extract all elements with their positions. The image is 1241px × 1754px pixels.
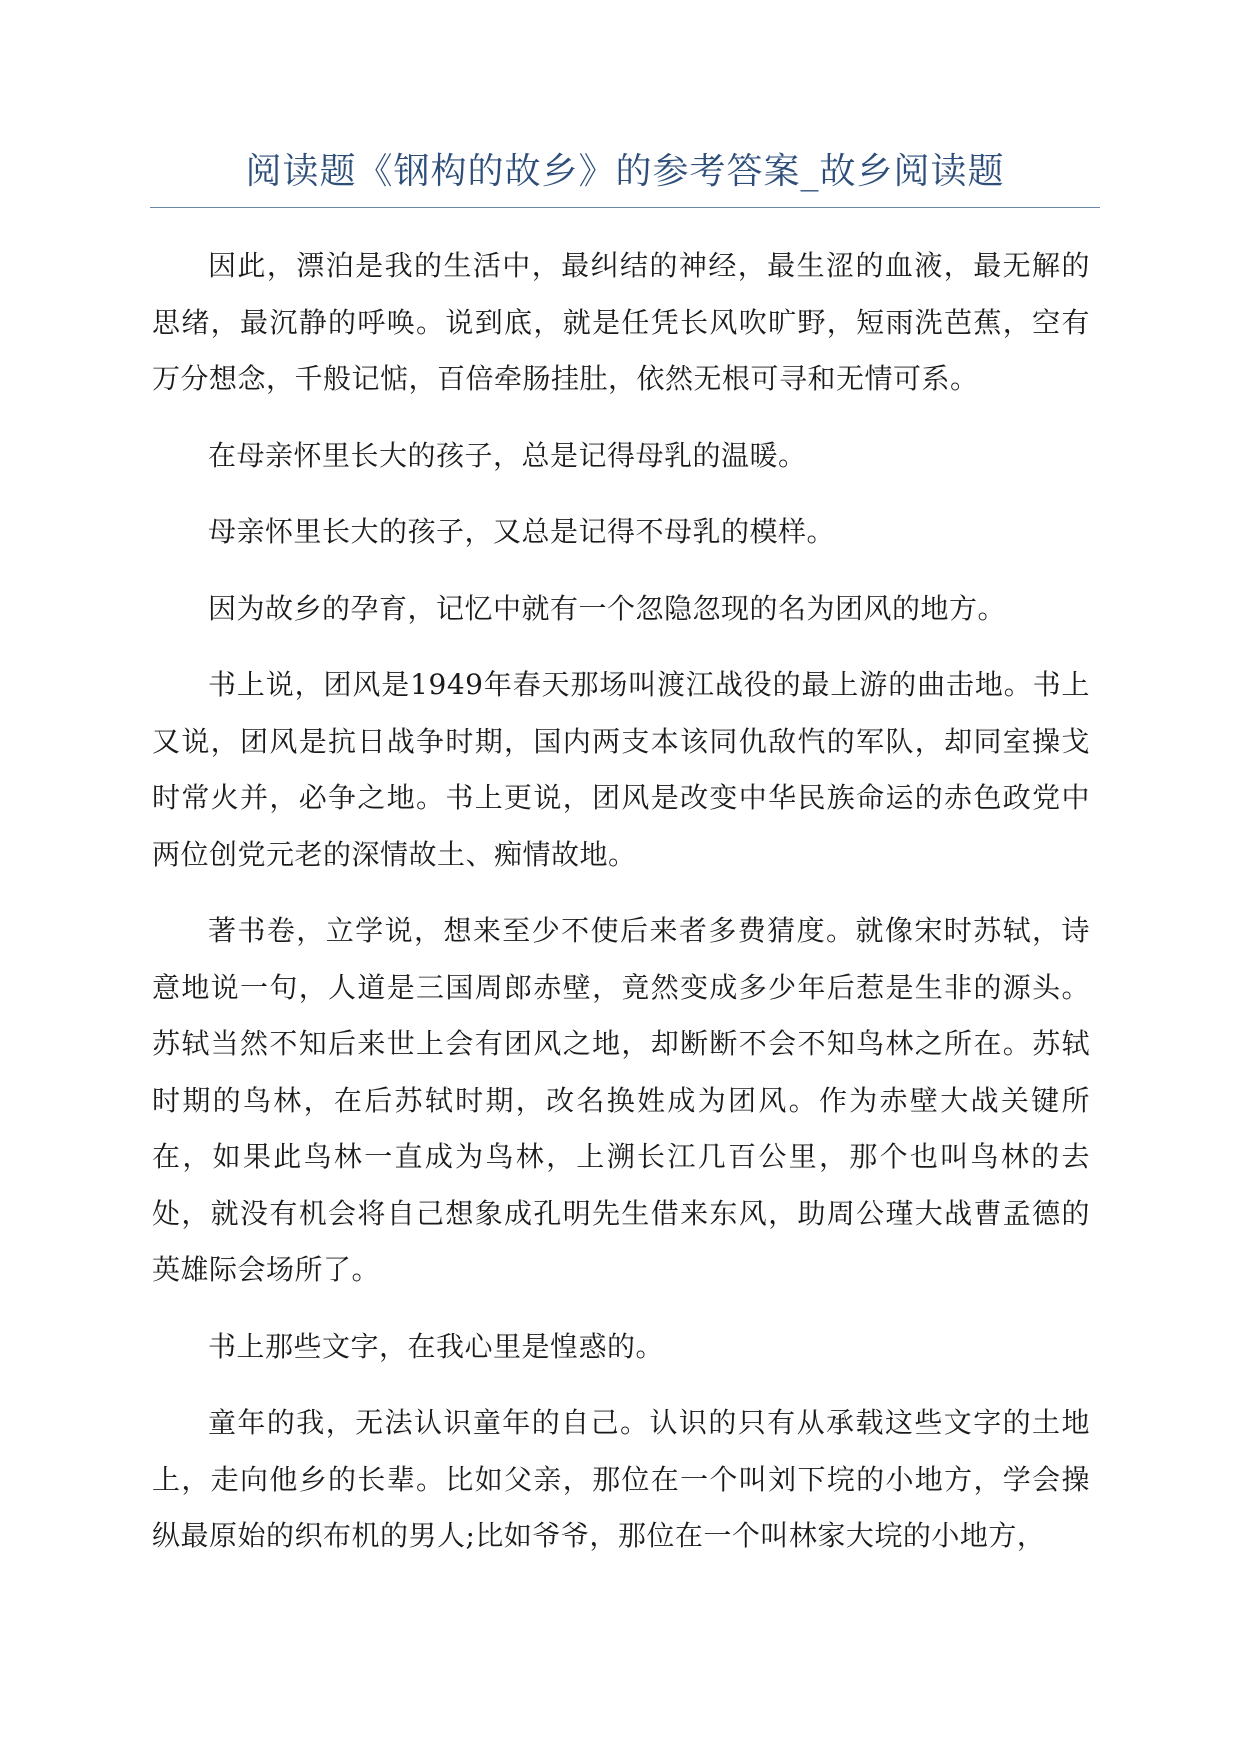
document-body [152,238,1090,1585]
paragraph: 著书卷，立学说，想来至少不使后来者多费猜度。就像宋时苏轼，诗意地说一句，人道是三国周郎赤壁，竟然变成多少年后惹是生非的源头。苏轼当然不知后来世上会有团风之地，却断断不会不知鸟林之所在。苏轼时期的鸟林，在后苏轼时期，改名换姓成为团风。作为赤壁大战关键所在，如果此鸟林一直成为鸟林，上溯长江几百公里，那个也叫鸟林的去处，就没有机会将自己想象成孔明先生借来东风，助周公瑾大战曹孟德的英雄际会场所了。 [152,914,1090,1286]
paragraph: 书上说，团风是1949年春天那场叫渡江战役的最上游的曲击地。书上又说，团风是抗日战争时期，国内两支本该同仇敌忾的军队，却同室操戈时常火并，必争之地。书上更说，团风是改变中华民族命运的赤色政党中两位创党元老的深情故土、痴情故地。 [152,668,1090,871]
paragraph: 因此，漂泊是我的生活中，最纠结的神经，最生涩的血液，最无解的思绪，最沉静的呼唤。说到底，就是任凭长风吹旷野，短雨洗芭蕉，空有万分想念，千般记惦，百倍牵肠挂肚，依然无根可寻和无情可系。 [152,249,1090,395]
document-title: 阅读题《钢构的故乡》的参考答案_故乡阅读题 [245,151,1005,192]
paragraph: 书上那些文字，在我心里是惶惑的。 [208,1329,665,1363]
title-underline [150,207,1100,208]
paragraph: 母亲怀里长大的孩子，又总是记得不母乳的模样。 [208,515,836,548]
paragraph: 童年的我，无法认识童年的自己。认识的只有从承载这些文字的土地上，走向他乡的长辈。比如父亲，那位在一个叫刘下垸的小地方，学会操纵最原始的织布机的男人;比如爷爷，那位在一个叫林家大垸的小地方， [152,1406,1090,1552]
paragraph: 在母亲怀里长大的孩子，总是记得母乳的温暖。 [208,438,807,472]
paragraph: 因为故乡的孕育，记忆中就有一个忽隐忽现的名为团风的地方。 [208,591,1007,625]
